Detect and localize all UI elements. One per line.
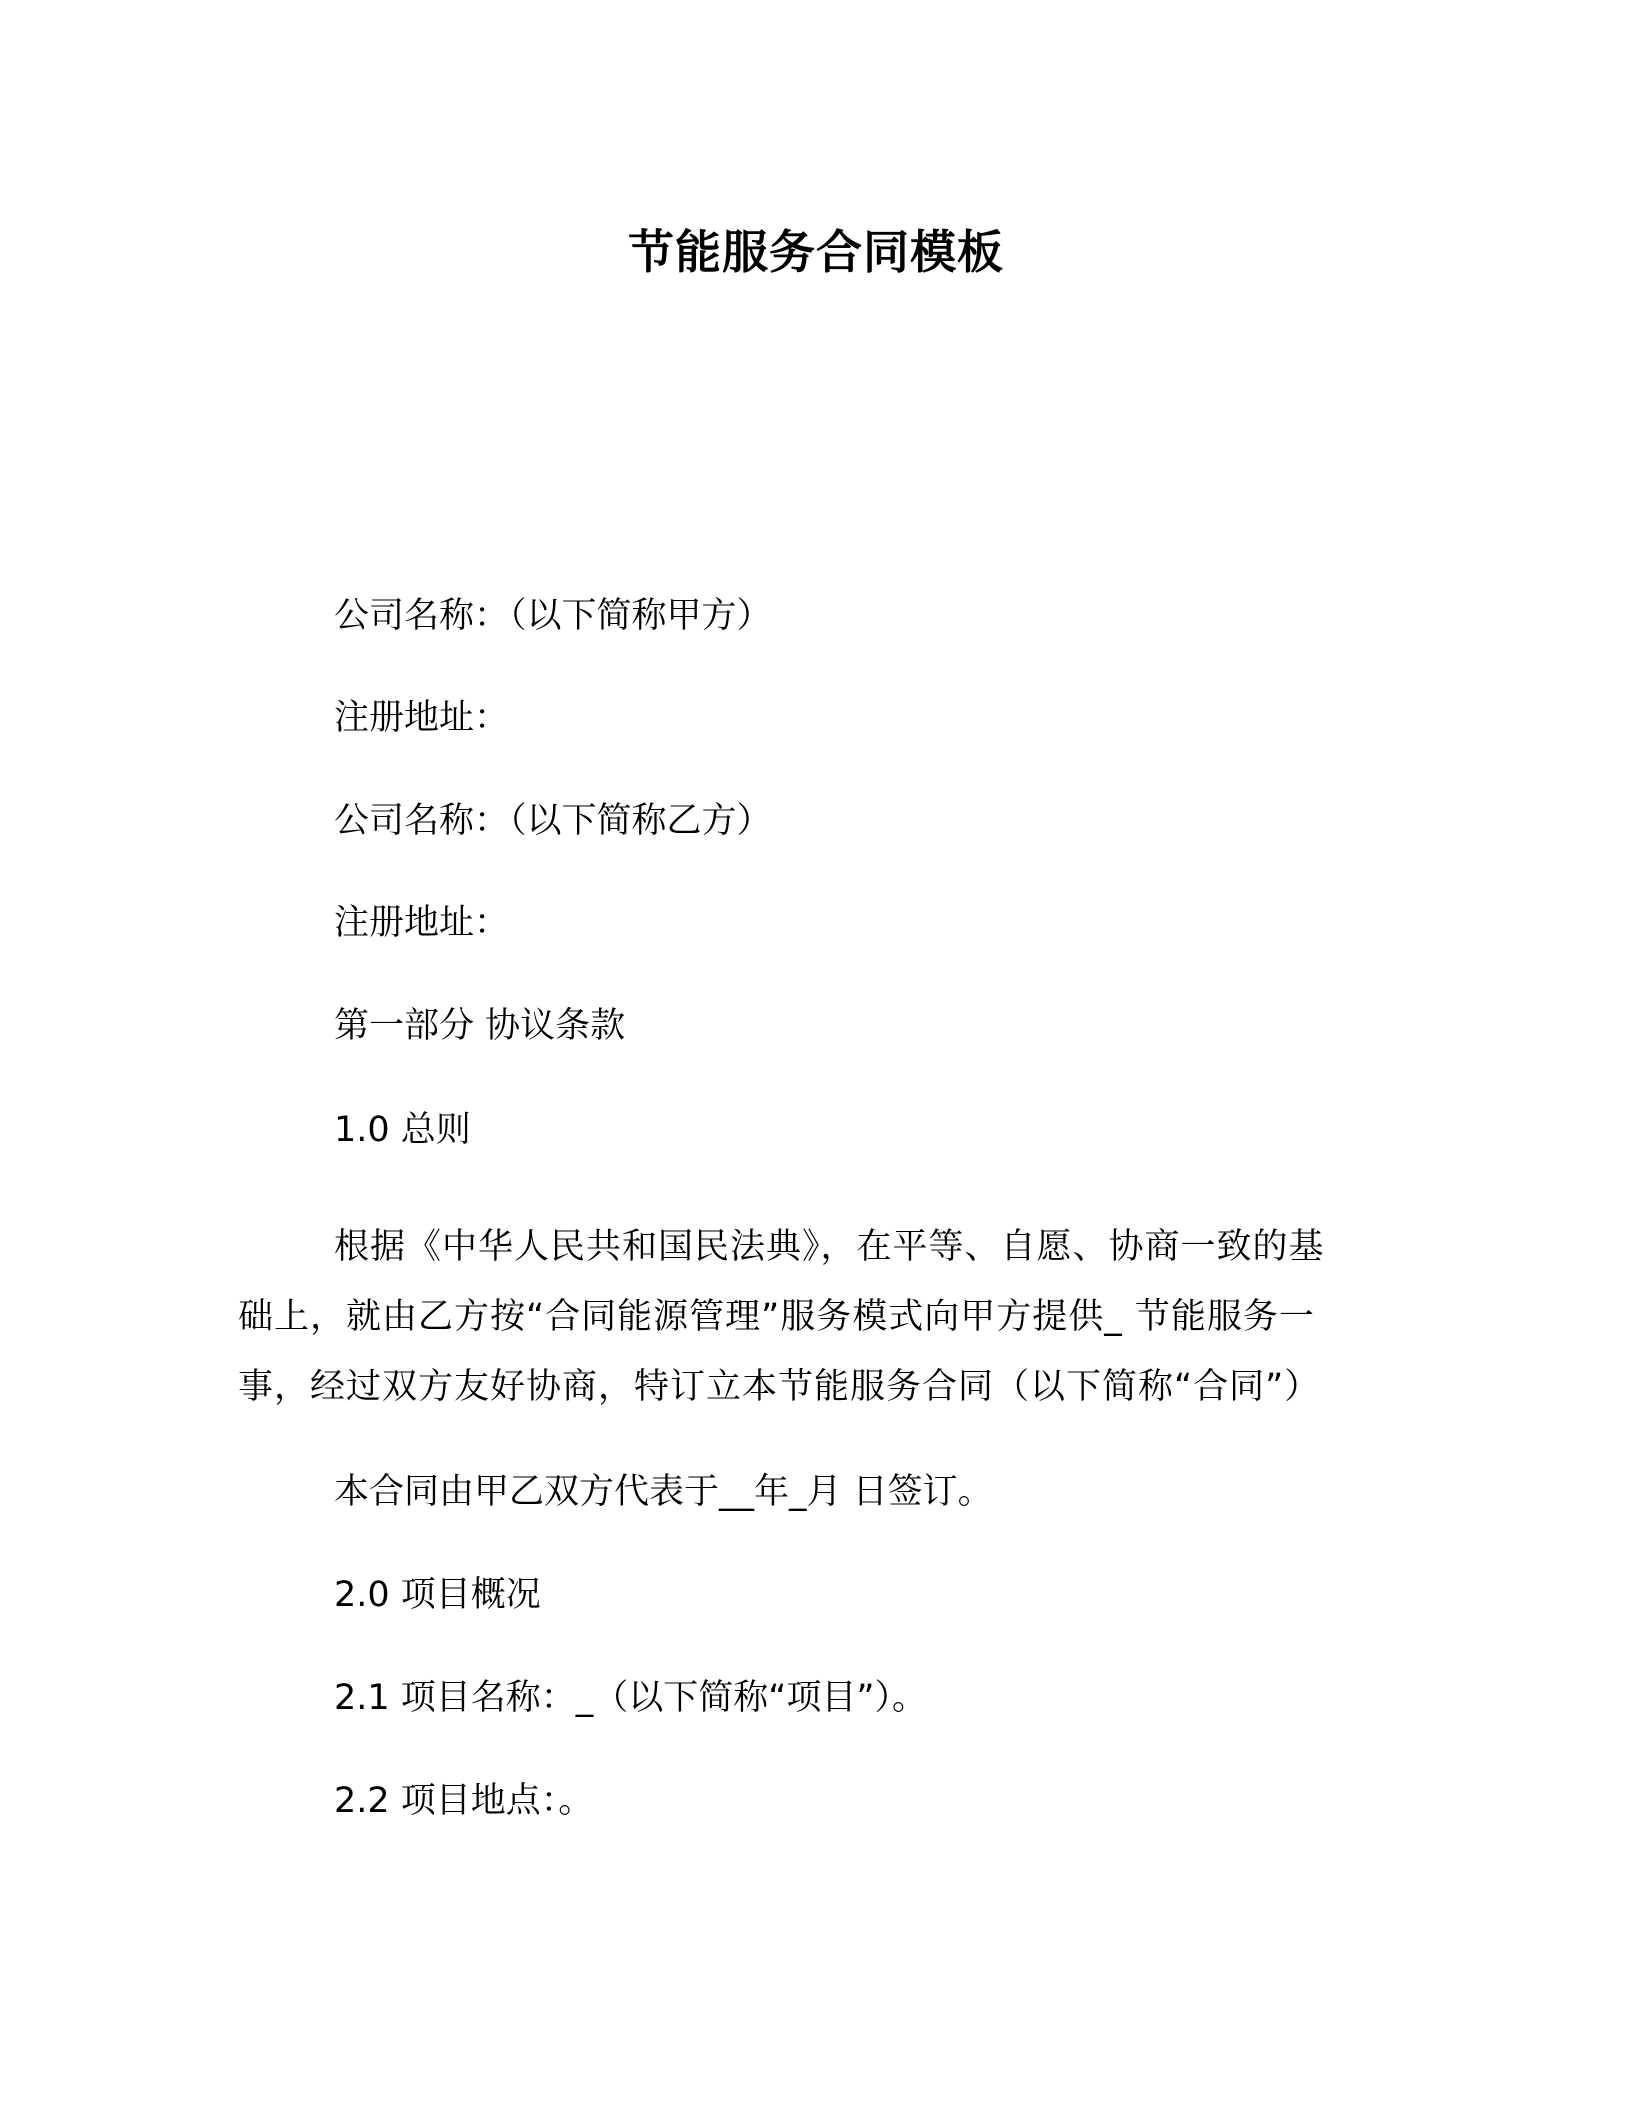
party-a-address-line: 注册地址：	[334, 698, 510, 738]
document-title: 节能服务合同模板	[628, 225, 1004, 279]
section-1-paragraph-line: 础上，就由乙方按“合同能源管理”服务模式向甲方提供_ 节能服务一	[238, 1297, 1315, 1337]
part-heading: 第一部分 协议条款	[334, 1006, 626, 1046]
project-name-line: 2.1 项目名称：_（以下简称“项目”）。	[334, 1678, 928, 1718]
party-b-address-line: 注册地址：	[334, 903, 510, 943]
section-1-heading: 1.0 总则	[334, 1110, 471, 1150]
party-a-company-line: 公司名称：（以下简称甲方）	[334, 596, 772, 636]
project-location-line: 2.2 项目地点：。	[334, 1781, 594, 1821]
signing-date-line: 本合同由甲乙双方代表于__年_月 日签订。	[334, 1472, 993, 1512]
section-1-paragraph-line: 根据《中华人民共和国民法典》，在平等、自愿、协商一致的基	[334, 1227, 1325, 1267]
section-1-paragraph	[238, 1212, 1388, 1422]
section-2-heading: 2.0 项目概况	[334, 1575, 541, 1615]
party-b-company-line: 公司名称：（以下简称乙方）	[334, 801, 772, 841]
section-1-paragraph-line: 事，经过双方友好协商，特订立本节能服务合同（以下简称“合同”）	[238, 1367, 1321, 1407]
